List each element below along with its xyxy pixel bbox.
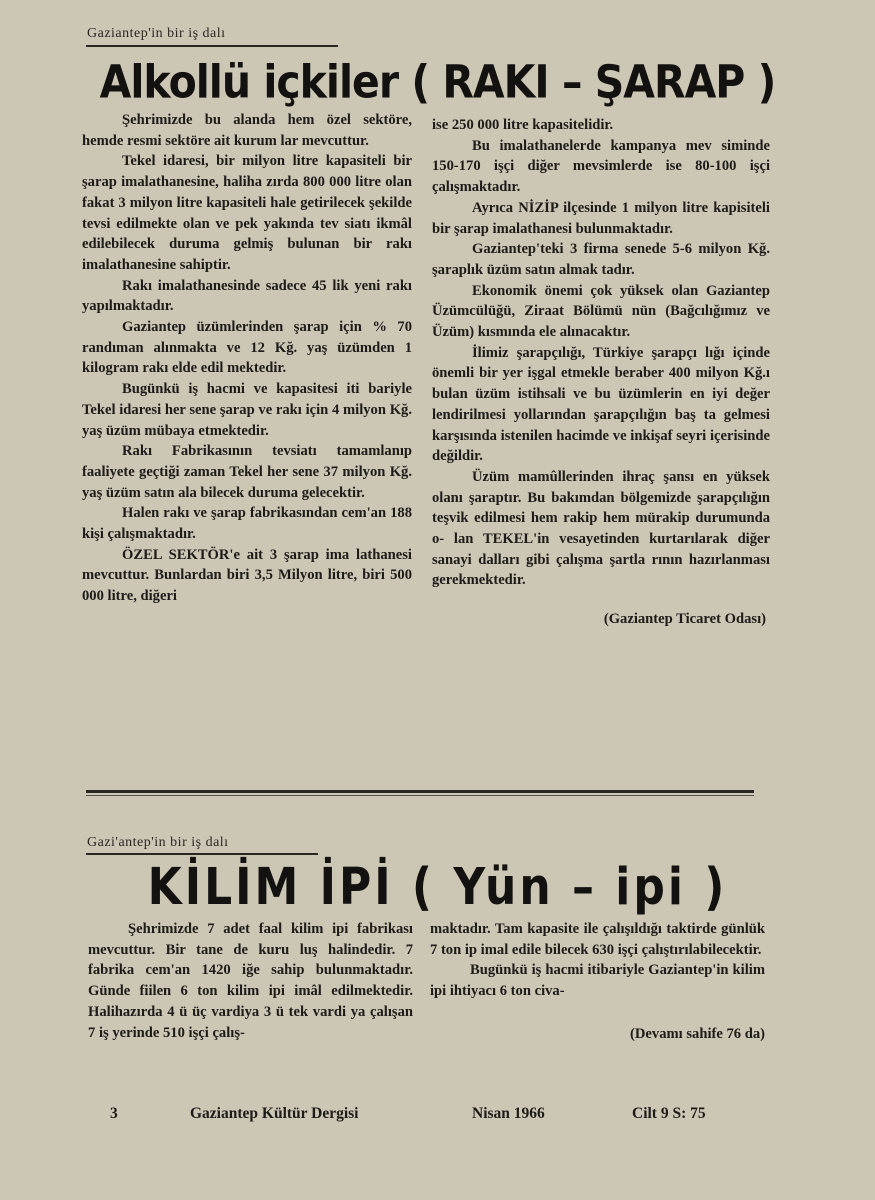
- article1-kicker: Gaziantep'in bir iş dalı: [87, 26, 226, 41]
- article1-right-column: [432, 115, 770, 630]
- continued-note: (Devamı sahife 76 da): [630, 1025, 765, 1042]
- paragraph: Rakı Fabrikasının tevsiatı tamamlanıp faaliyete geçtiği zaman Tekel her sene 37 milyon Kğ. yaş üzüm satın ala bilecek duruma gelecektir.: [82, 443, 412, 501]
- article2-kicker: Gazi'antep'in bir iş dalı: [87, 835, 229, 850]
- article1-credit: (Gaziantep Ticaret Odası): [603, 611, 766, 628]
- paragraph: Halen rakı ve şarap fabrikasından cem'an 188 kişi çalışmaktadır.: [82, 505, 412, 543]
- paragraph: Bugünkü iş hacmi ve kapasitesi iti bariyle Tekel idaresi her sene şarap ve rakı için 4 milyon Kğ. yaş üzüm mübaya etmektedir.: [82, 381, 412, 439]
- paragraph: Gaziantep'teki 3 firma senede 5-6 milyon Kğ. şaraplık üzüm satın almak tadır.: [432, 241, 770, 278]
- magazine-name: Gaziantep Kültür Dergisi: [190, 1105, 359, 1122]
- paragraph: Bu imalathanelerde kampanya mev siminde 150-170 işçi diğer mevsimlerde ise 80-100 işçi çalışmaktadır.: [432, 137, 770, 196]
- article1-kicker-rule: [86, 45, 338, 47]
- paragraph: maktadır. Tam kapasite ile çalışıldığı taktirde günlük 7 ton ip imal edile bilecek 630 işçi çalıştırılabilecektir.: [430, 921, 765, 958]
- paragraph: Tekel idaresi, bir milyon litre kapasiteli bir şarap imalathanesine, haliha zırda 800 000 litre olan fakat 3 milyon litre kapasiteli hale getirilecek şekilde tevsi edilmekte olan ve pek yakında tev siatı ikmâl edilebilecek duruma gelmiş bulunan bir rakı imalathanesine sahiptir.: [82, 153, 412, 273]
- section-divider-thin: [86, 795, 754, 796]
- paragraph: ÖZEL SEKTÖR'e ait 3 şarap ima lathanesi mevcuttur. Bunlardan biri 3,5 Milyon litre, biri 500 000 litre, diğeri: [82, 546, 412, 605]
- article1-left-column: [82, 110, 412, 607]
- paragraph: Ekonomik önemi çok yüksek olan Gaziantep Üzümcülüğü, Ziraat Bölümü nün (Bağcılığımız ve Üzüm) kısmında ele alınacaktır.: [432, 282, 770, 341]
- article1-headline: Alkollü içkiler ( RAKI – ŞARAP ): [99, 55, 776, 109]
- volume-issue: Cilt 9 S: 75: [632, 1105, 706, 1122]
- paragraph: Ayrıca NİZİP ilçesinde 1 milyon litre kapisiteli bir şarap imalathanesi bulunmaktadır.: [432, 199, 770, 237]
- article2-right-column: [430, 919, 765, 1045]
- issue-date: Nisan 1966: [472, 1105, 545, 1122]
- paragraph: Şehrimizde bu alanda hem özel sektöre, hemde resmi sektöre ait kurum lar mevcuttur.: [82, 112, 412, 149]
- paragraph: Üzüm mamûllerinden ihraç şansı en yüksek olanı şaraptır. Bu bakımdan bölgemizde şarapçılığın teşvik edilmesi hem rakip hem mürakip durumunda o- lan TEKEL'in vesayetinden kurtarılarak diğer sanayi dalları gibi çalışma şartla rının hazırlanması gerekmektedir.: [432, 468, 770, 589]
- paragraph: Şehrimizde 7 adet faal kilim ipi fabrikası mevcuttur. Bir tane de kuru luş halindedir. 7 fabrika cem'an 1420 iğe sahip bulunmaktadır. Günde fiilen 6 ton kilim ipi imâl edilmektedir. Halihazırda 4 ü üç vardiya 3 ü tek vardi ya çalışan 7 iş yerinde 510 işçi çalış-: [88, 921, 413, 1041]
- article2-kicker-rule: [86, 853, 318, 855]
- paragraph: Bugünkü iş hacmi itibariyle Gaziantep'in kilim ipi ihtiyacı 6 ton civa-: [430, 962, 765, 1000]
- page-number: 3: [110, 1105, 118, 1122]
- article2-left-column: [88, 919, 413, 1043]
- paragraph: İlimiz şarapçılığı, Türkiye şarapçı lığı içinde önemli bir yer işgal etmekle beraber 400 milyon Kğ.ı bulan üzüm istihsali ve bu üzümlerin en iyi değer lendirilmesi yollarından şarapçılığın baş ta gelmesi karşısında istenilen hacimde ve inkişaf seyri içerisinde değildir.: [432, 344, 770, 465]
- article2-headline: KİLİM İPİ ( Yün – ipi ): [147, 858, 728, 917]
- section-divider: [86, 790, 754, 793]
- paragraph: Gaziantep üzümlerinden şarap için % 70 randıman alınmakta ve 12 Kğ. yaş üzümden 1 kilogram rakı elde edil mektedir.: [82, 319, 412, 377]
- paragraph: ise 250 000 litre kapasitelidir.: [432, 117, 614, 133]
- paragraph: Rakı imalathanesinde sadece 45 lik yeni rakı yapılmaktadır.: [82, 277, 412, 315]
